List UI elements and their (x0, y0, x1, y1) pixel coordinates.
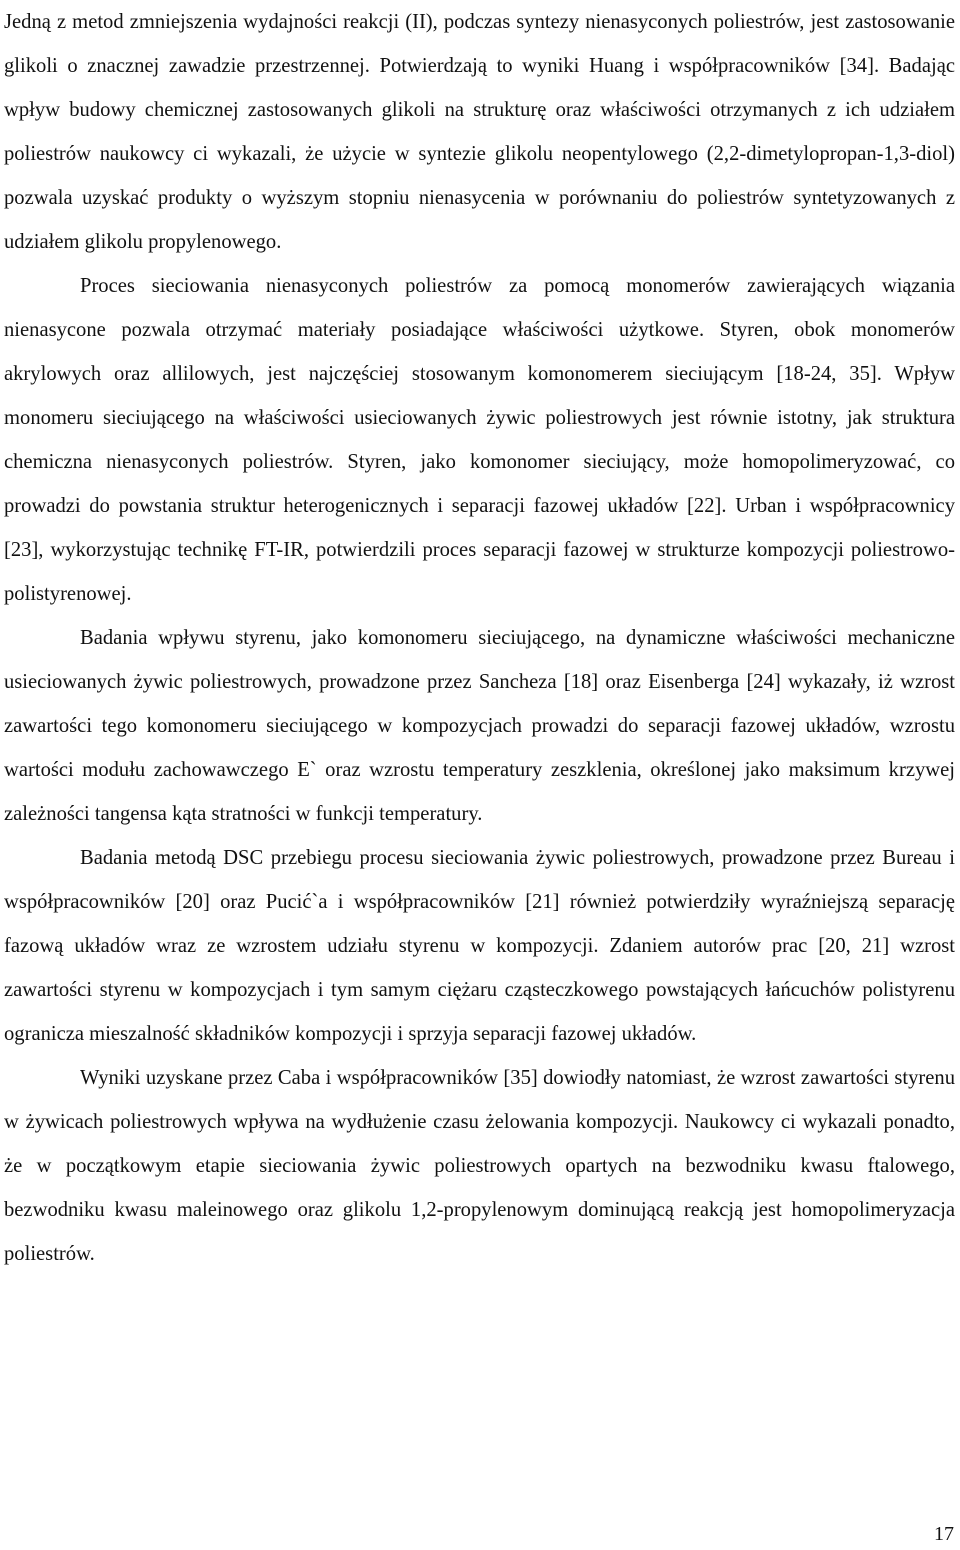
paragraph-3: Badania wpływu styrenu, jako komonomeru sieciującego, na dynamiczne właściwości mechaniczne usieciowanych żywic poliestrowych, prowadzone przez Sancheza [18] oraz Eisenberga [24] wykazały, iż wzrost zawartości tego komonomeru sieciującego w kompozycjach prowadzi do separacji fazowej układów, wzrostu wartości modułu zachowawczego E` oraz wzrostu temperatury zeszklenia, określonej jako maksimum krzywej zależności tangensa kąta stratności w funkcji temperatury. (4, 627, 955, 825)
body-text (4, 0, 955, 1276)
paragraph-4: Badania metodą DSC przebiegu procesu sieciowania żywic poliestrowych, prowadzone przez Bureau i współpracowników [20] oraz Pucić`a i współpracowników [21] również potwierdziły wyraźniejszą separację fazową układów wraz ze wzrostem udziału styrenu w kompozycji. Zdaniem autorów prac [20, 21] wzrost zawartości styrenu w kompozycjach i tym samym ciężaru cząsteczkowego powstających łańcuchów polistyrenu ogranicza mieszalność składników kompozycji i sprzyja separacji fazowej układów. (4, 847, 955, 1045)
page-number: 17 (934, 1523, 954, 1545)
paragraph-2: Proces sieciowania nienasyconych poliestrów za pomocą monomerów zawierających wiązania nienasycone pozwala otrzymać materiały posiadające właściwości użytkowe. Styren, obok monomerów akrylowych oraz allilowych, jest najczęściej stosowanym komonomerem sieciującym [18-24, 35]. Wpływ monomeru sieciującego na właściwości usieciowanych żywic poliestrowych jest równie istotny, jak struktura chemiczna nienasyconych poliestrów. Styren, jako komonomer sieciujący, może homopolimeryzować, co prowadzi do powstania struktur heterogenicznych i separacji fazowej układów [22]. Urban i współpracownicy [23], wykorzystując technikę FT-IR, potwierdzili proces separacji fazowej w strukturze kompozycji poliestrowo-polistyrenowej. (4, 275, 955, 605)
paragraph-5: Wyniki uzyskane przez Caba i współpracowników [35] dowiodły natomiast, że wzrost zawartości styrenu w żywicach poliestrowych wpływa na wydłużenie czasu żelowania kompozycji. Naukowcy ci wykazali ponadto, że w początkowym etapie sieciowania żywic poliestrowych opartych na bezwodniku kwasu ftalowego, bezwodniku kwasu maleinowego oraz glikolu 1,2-propylenowym dominującą reakcją jest homopolimeryzacja poliestrów. (4, 1067, 955, 1265)
paragraph-1: Jedną z metod zmniejszenia wydajności reakcji (II), podczas syntezy nienasyconych poliestrów, jest zastosowanie glikoli o znacznej zawadzie przestrzennej. Potwierdzają to wyniki Huang i współpracowników [34]. Badając wpływ budowy chemicznej zastosowanych glikoli na strukturę oraz właściwości otrzymanych z ich udziałem poliestrów naukowcy ci wykazali, że użycie w syntezie glikolu neopentylowego (2,2-dimetylopropan-1,3-diol) pozwala uzyskać produkty o wyższym stopniu nienasycenia w porównaniu do poliestrów syntetyzowanych z udziałem glikolu propylenowego. (4, 11, 955, 253)
